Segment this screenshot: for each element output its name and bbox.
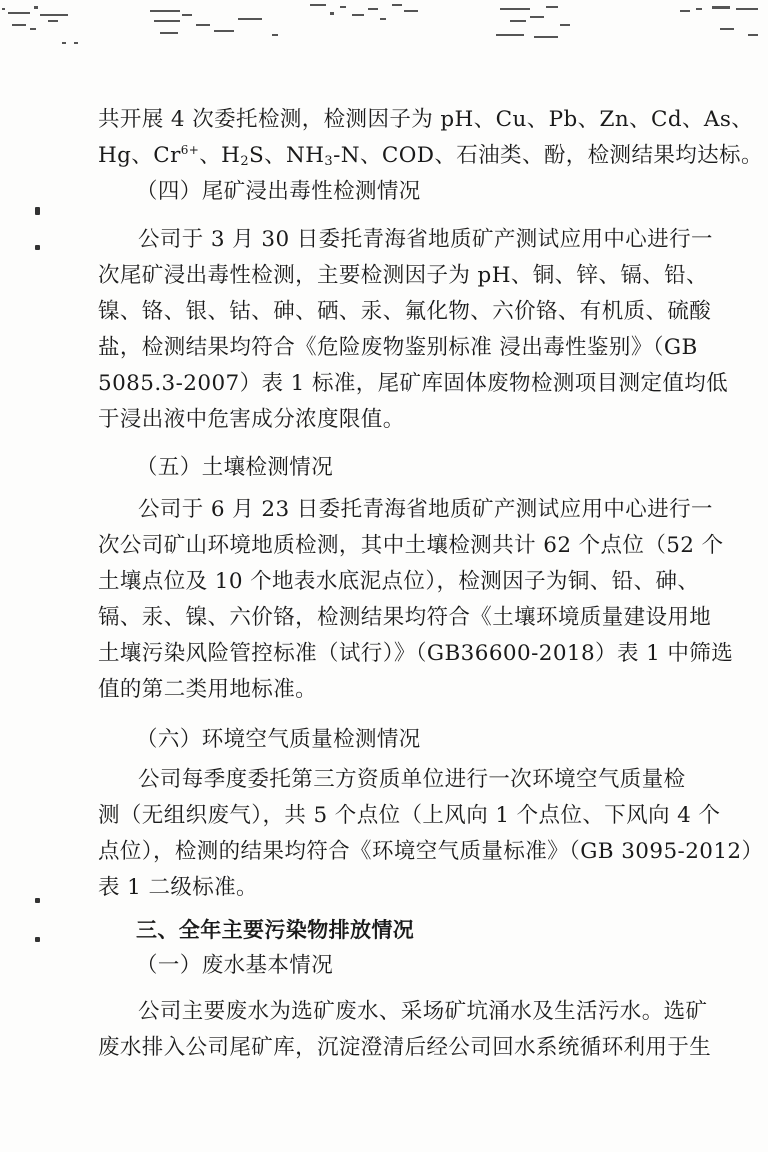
text-line: 于浸出液中危害成分浓度限值。: [98, 407, 405, 432]
paragraph-monitoring-factors: [98, 102, 763, 174]
text-line: 点位），检测的结果均符合《环境空气质量标准》（GB 3095-2012）: [98, 839, 764, 864]
paragraph-wastewater: [98, 994, 712, 1066]
scan-edge-artifacts: [0, 0, 768, 50]
text-line: 表 1 二级标准。: [98, 875, 258, 900]
text-line: 共开展 4 次委托检测，检测因子为 pH、Cu、Pb、Zn、Cd、As、: [98, 107, 754, 132]
text-line: 公司主要废水为选矿废水、采场矿坑涌水及生活污水。选矿: [138, 999, 708, 1024]
text-line: 次尾矿浸出毒性检测，主要检测因子为 pH、铜、锌、镉、铅、: [98, 263, 708, 288]
section-heading-soil: （五）土壤检测情况: [136, 455, 334, 480]
text-line: 土壤污染风险管控标准（试行）》（GB36600-2018）表 1 中筛选: [98, 641, 734, 666]
text-line: 盐，检测结果均符合《危险废物鉴别标准 浸出毒性鉴别》（GB: [98, 335, 698, 360]
margin-mark: [35, 898, 40, 903]
text-line: 镉、汞、镍、六价铬，检测结果均符合《土壤环境质量建设用地: [98, 605, 712, 630]
section-heading-tailings-leaching: （四）尾矿浸出毒性检测情况: [136, 179, 421, 204]
chapter-heading-pollutant-emissions: 三、全年主要污染物排放情况: [136, 918, 415, 942]
text-line: 次公司矿山环境地质检测，其中土壤检测共计 62 个点位（52 个: [98, 533, 724, 558]
text-line: 镍、铬、银、钴、砷、硒、汞、氟化物、六价铬、有机质、硫酸: [98, 299, 712, 324]
section-heading-ambient-air: （六）环境空气质量检测情况: [136, 727, 421, 752]
margin-mark: [35, 207, 40, 215]
text-line: 值的第二类用地标准。: [98, 677, 318, 702]
text-line: 公司每季度委托第三方资质单位进行一次环境空气质量检: [138, 767, 686, 792]
paragraph-ambient-air: [98, 762, 764, 906]
section-heading-wastewater: （一）废水基本情况: [136, 953, 334, 978]
margin-mark: [35, 245, 40, 250]
margin-mark: [35, 937, 40, 942]
text-line: 公司于 6 月 23 日委托青海省地质矿产测试应用中心进行一: [138, 497, 713, 522]
text-line: 废水排入公司尾矿库，沉淀澄清后经公司回水系统循环利用于生: [98, 1035, 712, 1060]
text-line: 土壤点位及 10 个地表水底泥点位），检测因子为铜、铅、砷、: [98, 569, 700, 594]
text-line: 测（无组织废气），共 5 个点位（上风向 1 个点位、下风向 4 个: [98, 803, 721, 828]
paragraph-tailings-leaching: [98, 222, 729, 438]
text-line: 公司于 3 月 30 日委托青海省地质矿产测试应用中心进行一: [138, 227, 713, 252]
paragraph-soil: [98, 492, 734, 708]
text-line: Hg、$Cr^{6+}$、$H_2S$、$NH_3-N$、COD、石油类、酚，检测结果均达标。: [98, 143, 763, 169]
text-line: 5085.3-2007）表 1 标准，尾矿库固体废物检测项目测定值均低: [98, 371, 729, 396]
